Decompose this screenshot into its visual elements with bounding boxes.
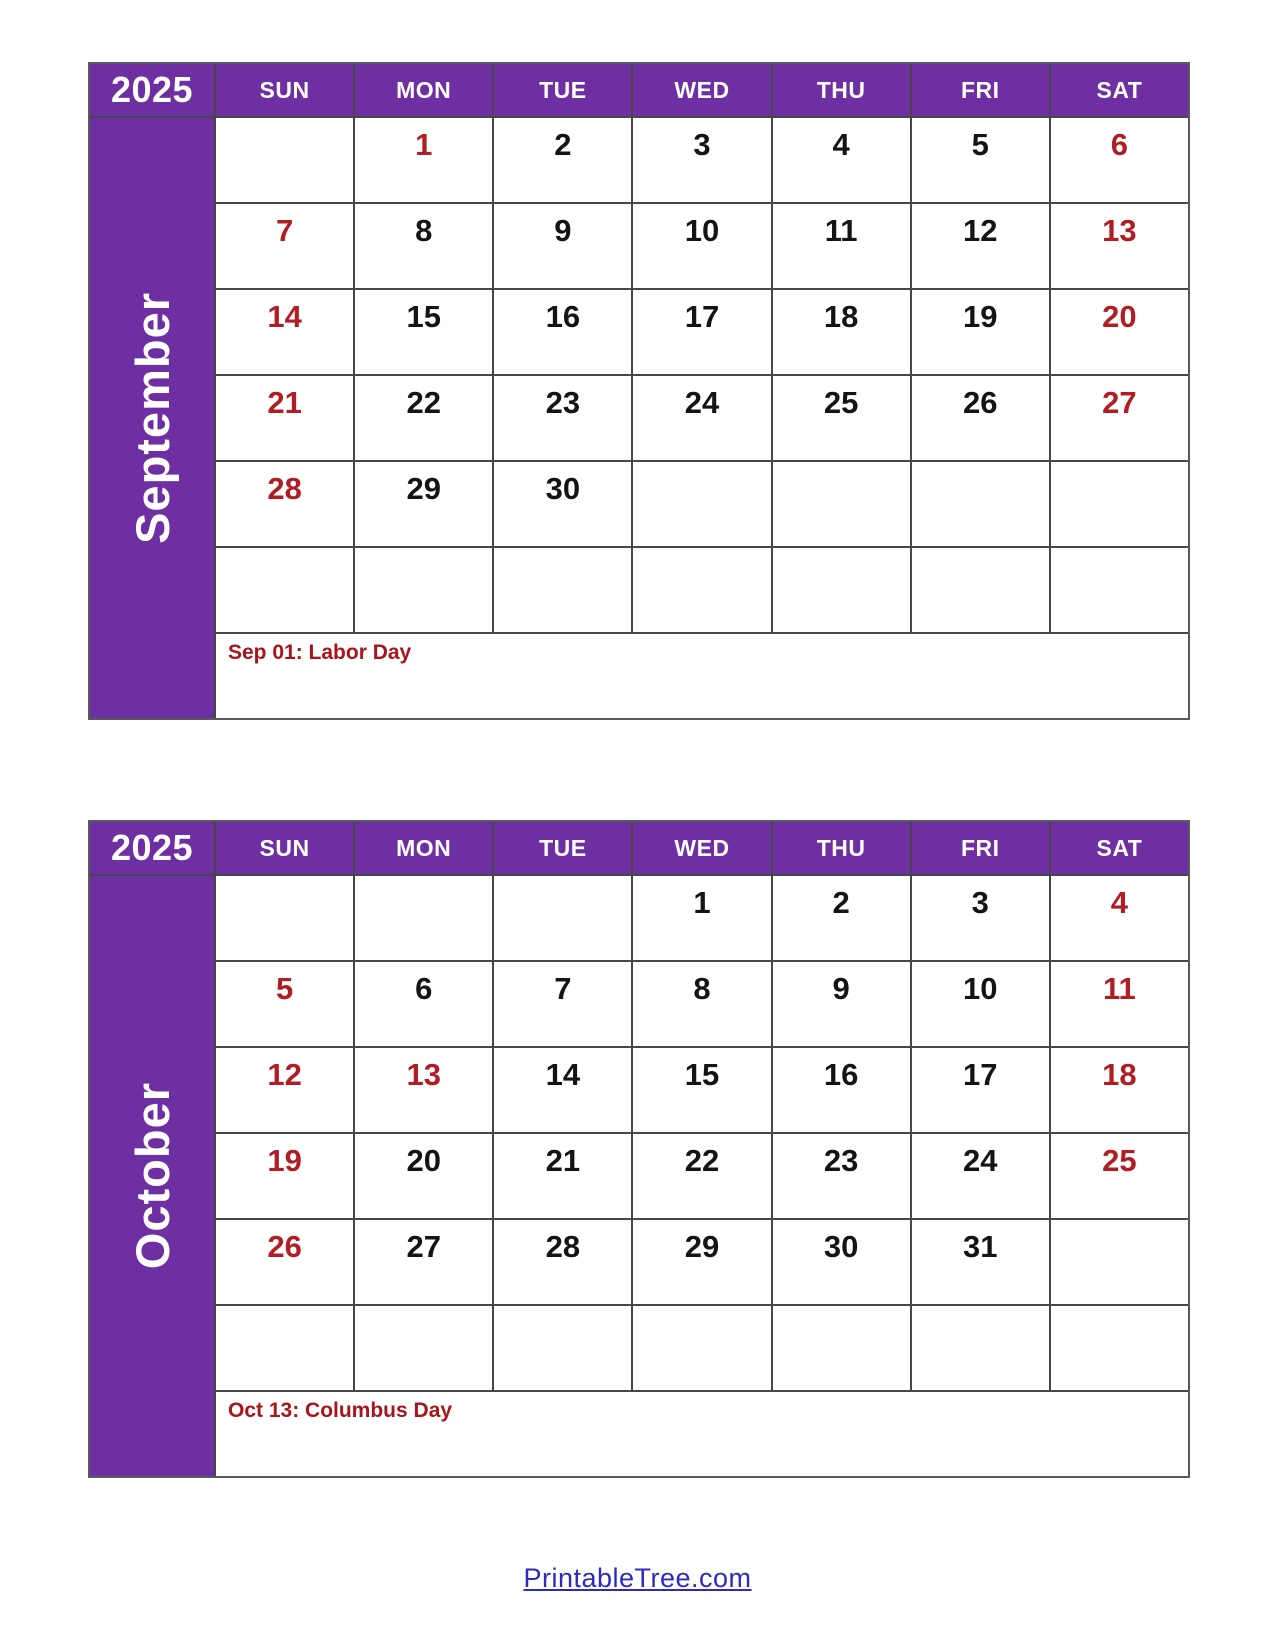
date-cell: 26 <box>910 374 1049 460</box>
date-cell: 30 <box>492 460 631 546</box>
date-cell <box>353 1304 492 1390</box>
date-cell: 30 <box>771 1218 910 1304</box>
date-cell: 4 <box>771 116 910 202</box>
date-cell <box>910 546 1049 632</box>
date-cell: 11 <box>1049 960 1188 1046</box>
date-cell: 20 <box>1049 288 1188 374</box>
date-cell: 7 <box>492 960 631 1046</box>
date-cell: 12 <box>910 202 1049 288</box>
date-cell: 8 <box>353 202 492 288</box>
date-cell: 9 <box>492 202 631 288</box>
date-cell: 21 <box>214 374 353 460</box>
date-cell: 11 <box>771 202 910 288</box>
month-sidebar <box>90 116 214 718</box>
date-cell: 8 <box>631 960 770 1046</box>
date-cell <box>492 546 631 632</box>
date-cell: 29 <box>353 460 492 546</box>
day-header-sun: SUN <box>214 64 353 116</box>
date-cell: 25 <box>771 374 910 460</box>
day-header-wed: WED <box>631 822 770 874</box>
date-cell: 10 <box>910 960 1049 1046</box>
date-cell: 6 <box>1049 116 1188 202</box>
date-cell <box>910 460 1049 546</box>
day-header-tue: TUE <box>492 64 631 116</box>
day-header-thu: THU <box>771 64 910 116</box>
date-cell: 2 <box>492 116 631 202</box>
date-cell <box>1049 1218 1188 1304</box>
date-cell: 23 <box>771 1132 910 1218</box>
date-cell: 3 <box>910 874 1049 960</box>
date-cell: 14 <box>492 1046 631 1132</box>
date-cell: 31 <box>910 1218 1049 1304</box>
month-label: September <box>125 292 179 544</box>
date-cell: 24 <box>631 374 770 460</box>
date-cell: 13 <box>353 1046 492 1132</box>
date-cell: 1 <box>353 116 492 202</box>
date-cell <box>631 546 770 632</box>
day-header-thu: THU <box>771 822 910 874</box>
day-header-tue: TUE <box>492 822 631 874</box>
year-label: 2025 <box>90 822 214 874</box>
date-cell <box>214 874 353 960</box>
calendar-october <box>88 820 1190 1478</box>
date-cell: 14 <box>214 288 353 374</box>
date-cell: 15 <box>631 1046 770 1132</box>
date-cell: 16 <box>492 288 631 374</box>
date-cell <box>214 1304 353 1390</box>
date-cell: 7 <box>214 202 353 288</box>
date-cell <box>492 874 631 960</box>
date-cell <box>631 1304 770 1390</box>
date-cell: 3 <box>631 116 770 202</box>
date-cell <box>631 460 770 546</box>
year-label: 2025 <box>90 64 214 116</box>
day-header-fri: FRI <box>910 64 1049 116</box>
day-header-sat: SAT <box>1049 64 1188 116</box>
date-cell: 27 <box>353 1218 492 1304</box>
date-cell: 5 <box>910 116 1049 202</box>
date-cell: 18 <box>1049 1046 1188 1132</box>
date-cell: 23 <box>492 374 631 460</box>
date-cell: 21 <box>492 1132 631 1218</box>
date-cell: 19 <box>910 288 1049 374</box>
month-sidebar <box>90 874 214 1476</box>
date-cell <box>214 546 353 632</box>
date-cell <box>353 546 492 632</box>
date-cell <box>1049 1304 1188 1390</box>
date-cell: 24 <box>910 1132 1049 1218</box>
holiday-note: Sep 01: Labor Day <box>214 632 1188 718</box>
calendar-september <box>88 62 1190 720</box>
holiday-note: Oct 13: Columbus Day <box>214 1390 1188 1476</box>
date-cell: 6 <box>353 960 492 1046</box>
footer-link[interactable]: PrintableTree.com <box>523 1563 752 1593</box>
date-cell <box>771 460 910 546</box>
date-cell: 16 <box>771 1046 910 1132</box>
month-label: October <box>125 1082 179 1270</box>
day-header-mon: MON <box>353 822 492 874</box>
date-cell: 28 <box>214 460 353 546</box>
day-header-sun: SUN <box>214 822 353 874</box>
date-cell: 18 <box>771 288 910 374</box>
date-cell: 26 <box>214 1218 353 1304</box>
date-cell: 29 <box>631 1218 770 1304</box>
date-cell: 9 <box>771 960 910 1046</box>
day-header-mon: MON <box>353 64 492 116</box>
date-cell <box>214 116 353 202</box>
date-cell: 5 <box>214 960 353 1046</box>
date-cell: 25 <box>1049 1132 1188 1218</box>
date-cell: 17 <box>910 1046 1049 1132</box>
date-cell: 13 <box>1049 202 1188 288</box>
date-cell: 19 <box>214 1132 353 1218</box>
date-cell <box>771 1304 910 1390</box>
date-cell: 2 <box>771 874 910 960</box>
date-cell: 12 <box>214 1046 353 1132</box>
date-cell: 27 <box>1049 374 1188 460</box>
date-cell: 28 <box>492 1218 631 1304</box>
date-cell: 22 <box>631 1132 770 1218</box>
date-cell <box>1049 546 1188 632</box>
day-header-sat: SAT <box>1049 822 1188 874</box>
date-cell <box>353 874 492 960</box>
date-cell: 20 <box>353 1132 492 1218</box>
day-header-fri: FRI <box>910 822 1049 874</box>
page-footer <box>0 1563 1275 1594</box>
date-cell: 4 <box>1049 874 1188 960</box>
date-cell: 17 <box>631 288 770 374</box>
date-cell: 15 <box>353 288 492 374</box>
date-cell <box>492 1304 631 1390</box>
date-cell <box>910 1304 1049 1390</box>
date-cell: 1 <box>631 874 770 960</box>
date-cell: 10 <box>631 202 770 288</box>
date-cell <box>1049 460 1188 546</box>
day-header-wed: WED <box>631 64 770 116</box>
date-cell: 22 <box>353 374 492 460</box>
date-cell <box>771 546 910 632</box>
